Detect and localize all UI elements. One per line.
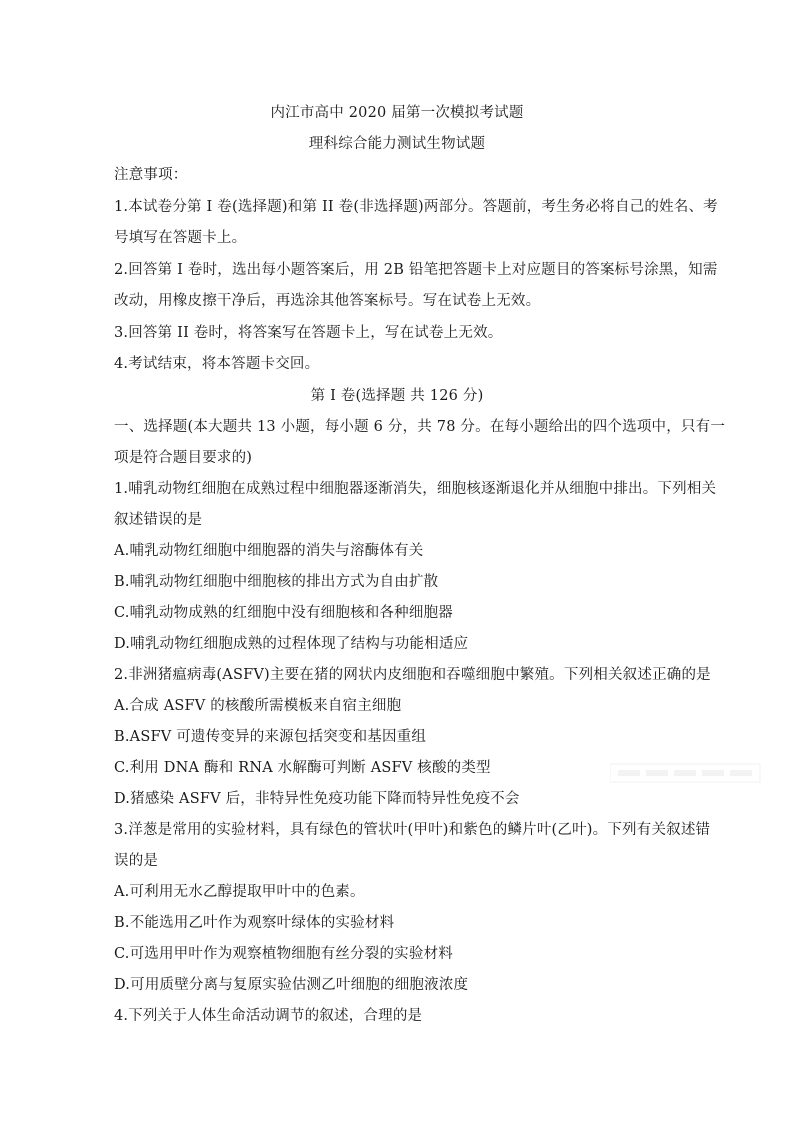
question-1-option-a: A.哺乳动物红细胞中细胞器的消失与溶酶体有关 xyxy=(114,543,424,559)
notice-item: 改动，用橡皮擦干净后，再选涂其他答案标号。写在试卷上无效。 xyxy=(114,293,541,309)
notice-item: 号填写在答题卡上。 xyxy=(114,230,247,246)
question-stem-1: 1.哺乳动物红细胞在成熟过程中细胞器逐渐消失，细胞核逐渐退化并从细胞中排出。下列相关 xyxy=(114,481,717,497)
page-title: 内江市高中 2020 届第一次模拟考试题 xyxy=(270,105,524,121)
section-title: 第 I 卷(选择题 共 126 分) xyxy=(310,388,484,404)
question-1-option-c: C.哺乳动物成熟的红细胞中没有细胞核和各种细胞器 xyxy=(114,605,453,621)
notice-item: 3.回答第 II 卷时，将答案写在答题卡上，写在试卷上无效。 xyxy=(114,325,503,341)
question-3-option-d: D.可用质壁分离与复原实验估测乙叶细胞的细胞液浓度 xyxy=(114,977,469,993)
question-3-option-a: A.可利用无水乙醇提取甲叶中的色素。 xyxy=(114,884,365,900)
question-stem-4: 4.下列关于人体生命活动调节的叙述，合理的是 xyxy=(114,1008,423,1024)
page-subtitle: 理科综合能力测试生物试题 xyxy=(308,136,486,152)
section-intro: 项是符合题目要求的) xyxy=(114,450,253,466)
section-intro: 一、选择题(本大题共 13 小题，每小题 6 分，共 78 分。在每小题给出的四个选项中，只有一 xyxy=(114,419,726,435)
question-1-option-d: D.哺乳动物红细胞成熟的过程体现了结构与功能相适应 xyxy=(114,636,469,652)
question-stem-1: 叙述错误的是 xyxy=(114,512,203,528)
question-2-option-a: A.合成 ASFV 的核酸所需模板来自宿主细胞 xyxy=(114,698,402,714)
question-stem-3: 误的是 xyxy=(114,853,159,869)
notice-heading: 注意事项： xyxy=(114,167,188,183)
question-2-option-d: D.猪感染 ASFV 后，非特异性免疫功能下降而特异性免疫不会 xyxy=(114,791,520,807)
question-stem-2: 2.非洲猪瘟病毒(ASFV)主要在猪的网状内皮细胞和吞噬细胞中繁殖。下列相关叙述正确的是 xyxy=(114,667,711,683)
question-2-option-c: C.利用 DNA 酶和 RNA 水解酶可判断 ASFV 核酸的类型 xyxy=(114,760,491,776)
watermark-logo xyxy=(610,758,770,794)
watermark-icon xyxy=(610,758,770,788)
question-3-option-b: B.不能选用乙叶作为观察叶绿体的实验材料 xyxy=(114,915,395,931)
notice-item: 4.考试结束，将本答题卡交回。 xyxy=(114,356,320,372)
question-2-option-b: B.ASFV 可遗传变异的来源包括突变和基因重组 xyxy=(114,729,427,745)
question-1-option-b: B.哺乳动物红细胞中细胞核的排出方式为自由扩散 xyxy=(114,574,439,590)
question-3-option-c: C.可选用甲叶作为观察植物细胞有丝分裂的实验材料 xyxy=(114,946,453,962)
notice-item: 2.回答第 I 卷时，选出每小题答案后，用 2B 铅笔把答题卡上对应题目的答案标号涂黑，知需 xyxy=(114,262,718,278)
notice-item: 1.本试卷分第 I 卷(选择题)和第 II 卷(非选择题)两部分。答题前，考生务必将自己的姓名、考 xyxy=(114,199,718,215)
question-stem-3: 3.洋葱是常用的实验材料，具有绿色的管状叶(甲叶)和紫色的鳞片叶(乙叶)。下列有关叙述错 xyxy=(114,822,711,838)
